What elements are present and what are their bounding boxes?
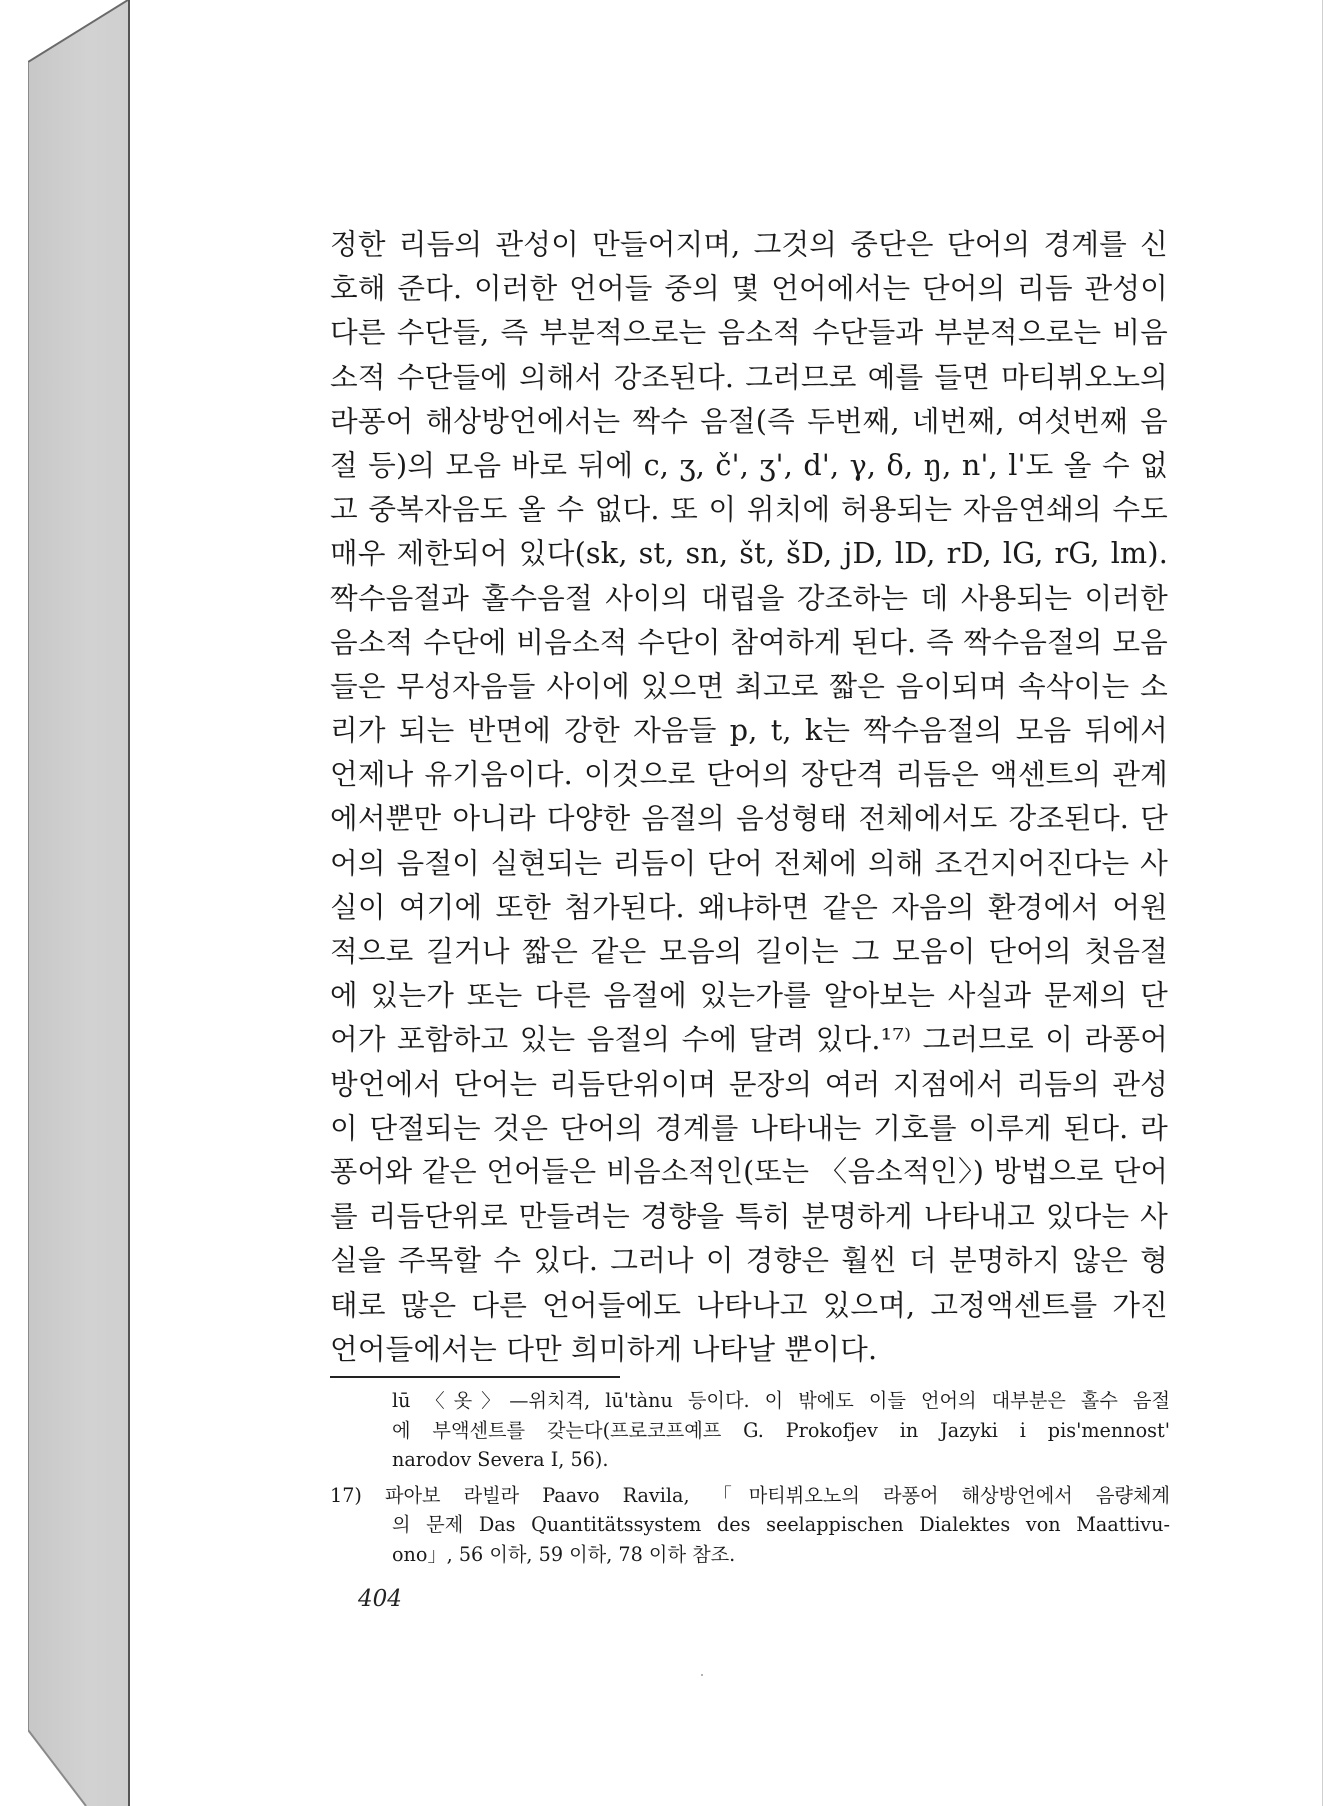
- footnote-line: 17) 파아보 라빌라 Paavo Ravila, 「마티뷔오노의 라퐁어 해상방언에서 음량체계: [330, 1483, 1170, 1507]
- footnote-line: narodov Severa Ⅰ, 56).: [392, 1448, 609, 1471]
- body-line: 매우 제한되어 있다(sk, st, sn, št, šD, jD, lD, rD, lG, rG, lm).: [330, 536, 1168, 571]
- body-line: 방언에서 단어는 리듬단위이며 문장의 여러 지점에서 리듬의 관성: [330, 1066, 1168, 1101]
- body-text: [330, 222, 1168, 1371]
- book-spine-edge: [28, 0, 128, 1806]
- body-line: 정한 리듬의 관성이 만들어지며, 그것의 중단은 단어의 경계를 신: [330, 227, 1168, 261]
- footnotes: [330, 1386, 1170, 1569]
- body-line: 다른 수단들, 즉 부분적으로는 음소적 수단들과 부분적으로는 비음: [330, 315, 1168, 350]
- footnote-line: lū 〈옷〉—위치격, lū'tànu 등이다. 이 밖에도 이들 언어의 대부분은 홀수 음절: [392, 1389, 1170, 1412]
- body-line: 고 중복자음도 올 수 없다. 또 이 위치에 허용되는 자음연쇄의 수도: [330, 492, 1168, 527]
- body-line: 리가 되는 반면에 강한 자음들 p, t, k는 짝수음절의 모음 뒤에서: [330, 713, 1168, 748]
- body-line: 에 있는가 또는 다른 음절에 있는가를 알아보는 사실과 문제의 단: [330, 978, 1168, 1013]
- page-number: 404: [358, 1586, 402, 1612]
- body-line: 를 리듬단위로 만들려는 경향을 특히 분명하게 나타내고 있다는 사: [330, 1199, 1168, 1234]
- body-line: 호해 준다. 이러한 언어들 중의 몇 언어에서는 단어의 리듬 관성이: [330, 271, 1168, 306]
- body-line: 어가 포함하고 있는 음절의 수에 달려 있다.¹⁷⁾ 그러므로 이 라퐁어: [330, 1022, 1168, 1057]
- footnote-rule: [330, 1376, 620, 1378]
- body-line: 이 단절되는 것은 단어의 경계를 나타내는 기호를 이루게 된다. 라: [330, 1110, 1168, 1145]
- scan-speck: [701, 1674, 703, 1676]
- body-line: 태로 많은 다른 언어들에도 나타나고 있으며, 고정액센트를 가진: [330, 1287, 1168, 1322]
- body-line: 언어들에서는 다만 희미하게 나타날 뿐이다.: [330, 1331, 878, 1366]
- body-line: 절 등)의 모음 바로 뒤에 c, ʒ, č', ʒ', d', γ, δ, ŋ, n', l'도 올 수 없: [330, 447, 1168, 482]
- body-line: 소적 수단들에 의해서 강조된다. 그러므로 예를 들면 마티뷔오노의: [330, 359, 1168, 394]
- body-line: 음소적 수단에 비음소적 수단이 참여하게 된다. 즉 짝수음절의 모음: [330, 624, 1168, 659]
- body-line: 짝수음절과 홀수음절 사이의 대립을 강조하는 데 사용되는 이러한: [330, 580, 1168, 615]
- body-line: 라퐁어 해상방언에서는 짝수 음절(즉 두번째, 네번째, 여섯번째 음: [330, 403, 1168, 438]
- body-line: 실을 주목할 수 있다. 그러나 이 경향은 훨씬 더 분명하지 않은 형: [330, 1243, 1168, 1278]
- body-line: 어의 음절이 실현되는 리듬이 단어 전체에 의해 조건지어진다는 사: [330, 845, 1168, 880]
- body-line: 언제나 유기음이다. 이것으로 단어의 장단격 리듬은 액센트의 관계: [330, 757, 1168, 792]
- body-line: 실이 여기에 또한 첨가된다. 왜냐하면 같은 자음의 환경에서 어원: [330, 889, 1168, 924]
- footnote-line: 에 부액센트를 갖는다(프로코프예프 G. Prokofjev in Jazyki i pis'mennost': [392, 1418, 1170, 1442]
- body-line: 적으로 길거나 짧은 같은 모음의 길이는 그 모음이 단어의 첫음절: [330, 934, 1168, 968]
- footnote-line: 의 문제 Das Quantitätssystem des seelappischen Dialektes von Maattivu-: [392, 1513, 1170, 1536]
- footnote-line: ono」, 56 이하, 59 이하, 78 이하 참조.: [392, 1542, 736, 1566]
- body-line: 에서뿐만 아니라 다양한 음절의 음성형태 전체에서도 강조된다. 단: [330, 801, 1168, 836]
- body-line: 퐁어와 같은 언어들은 비음소적인(또는 〈음소적인〉) 방법으로 단어: [330, 1154, 1168, 1188]
- footnote-continued: [330, 1386, 1170, 1475]
- body-line: 들은 무성자음들 사이에 있으면 최고로 짧은 음이되며 속삭이는 소: [330, 668, 1168, 703]
- footnote-17: [330, 1481, 1170, 1570]
